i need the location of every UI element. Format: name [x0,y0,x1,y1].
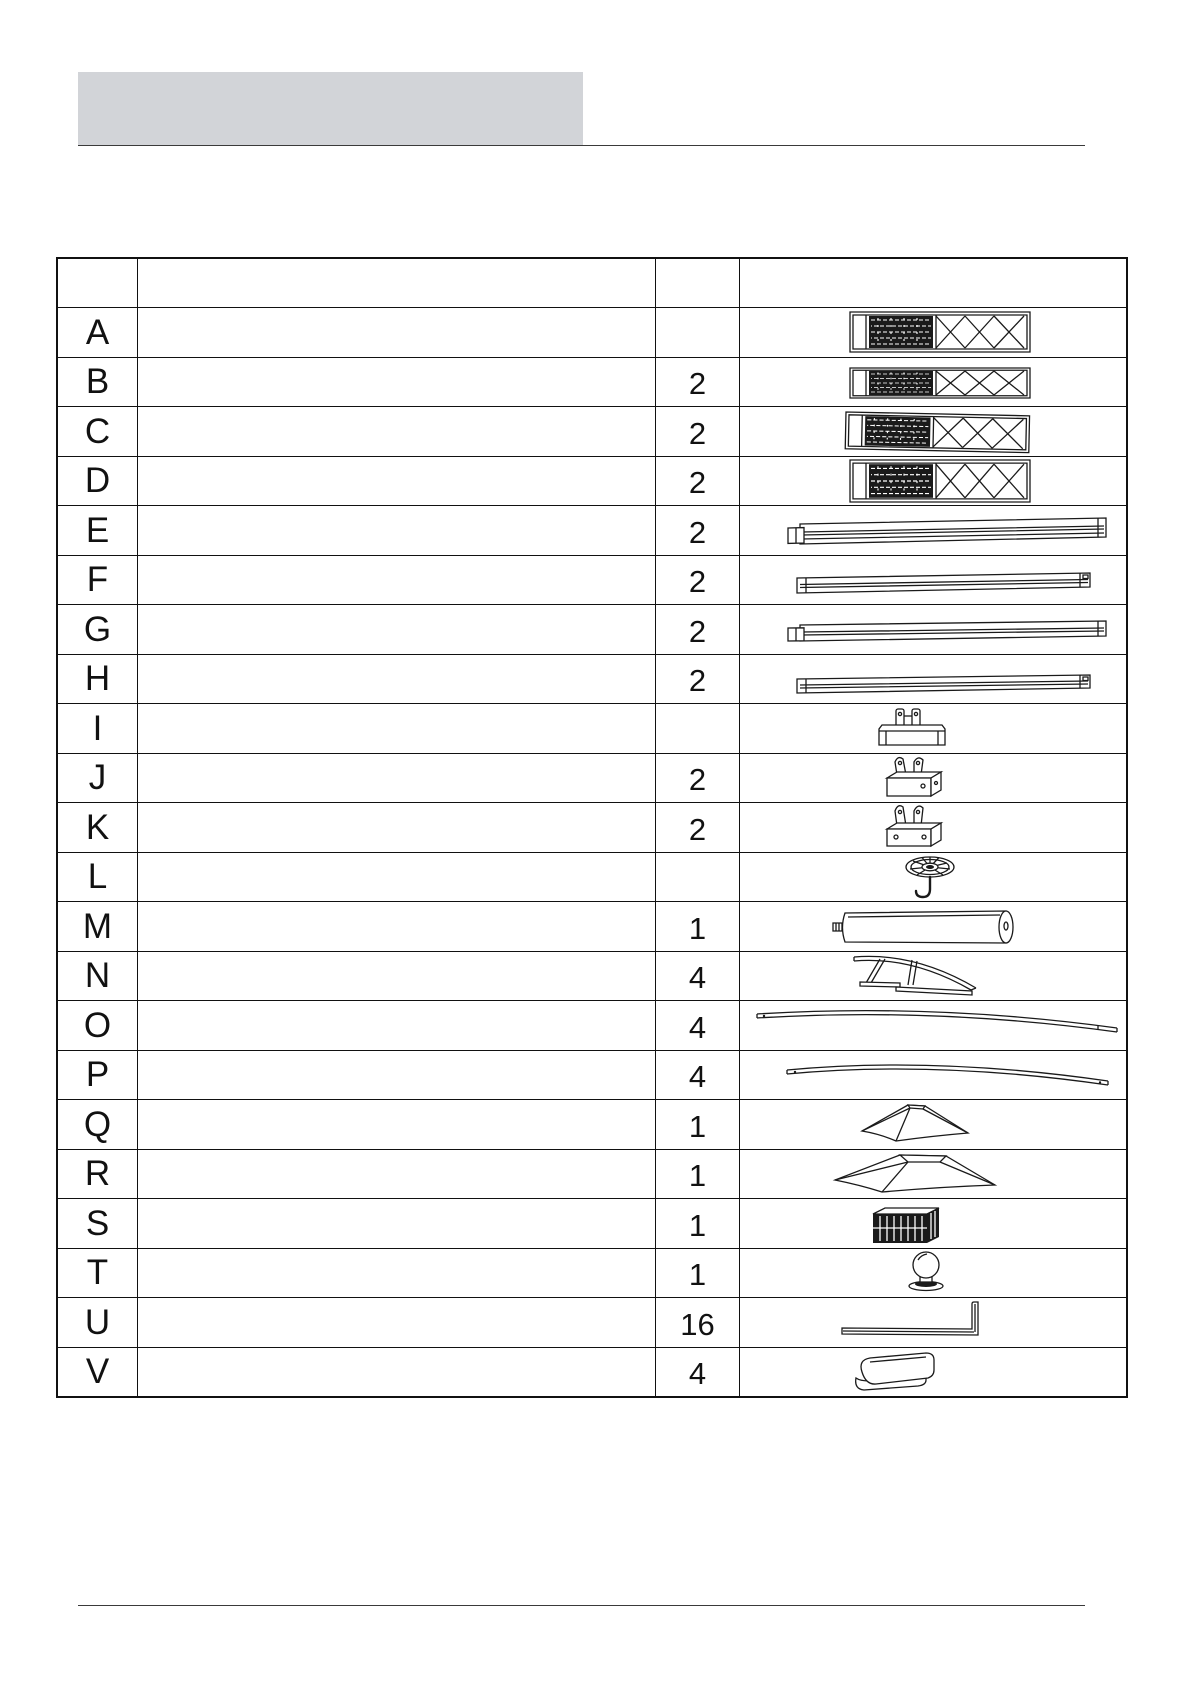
part-letter: P [58,1051,138,1100]
description-cell [138,754,656,803]
part-letter: L [58,853,138,902]
part-quantity: 2 [656,605,740,654]
rail-icon [740,506,1126,554]
header-band [78,72,583,145]
part-image-cell [740,605,1126,654]
part-image-cell [740,1348,1126,1397]
part-image-cell [740,853,1126,902]
curved-rod-icon [740,1051,1126,1099]
part-letter: O [58,1001,138,1050]
part-letter: U [58,1298,138,1347]
canopy-icon [740,1150,1126,1198]
part-letter: R [58,1150,138,1199]
part-quantity: 2 [656,407,740,456]
description-cell [138,1051,656,1100]
part-quantity: 1 [656,1100,740,1149]
description-cell [138,358,656,407]
part-image-cell [740,655,1126,704]
part-letter: T [58,1249,138,1298]
part-letter: S [58,1199,138,1248]
part-image-cell [740,1298,1126,1347]
table-row [58,1099,1126,1149]
part-quantity [656,853,740,902]
table-row [58,357,1126,407]
description-cell [138,1199,656,1248]
part-image-cell [740,952,1126,1001]
description-cell [138,952,656,1001]
lattice-panel-icon [740,358,1126,406]
description-cell [138,308,656,357]
lattice-panel-icon [740,308,1126,356]
description-cell [138,902,656,951]
description-cell [138,1348,656,1397]
part-image-cell [740,1150,1126,1199]
rail-icon [740,605,1126,653]
globe-icon [740,1249,1126,1297]
description-cell [138,457,656,506]
bracket-icon [740,754,1126,802]
basket-icon [740,1199,1126,1247]
lattice-panel-icon [740,407,1126,455]
description-cell [138,1249,656,1298]
rail-icon [740,556,1126,604]
table-row [58,604,1126,654]
part-quantity: 2 [656,506,740,555]
header-cell-quantity [656,259,740,307]
clip-icon [740,1348,1126,1396]
table-row [58,406,1126,456]
table-row [58,1198,1126,1248]
hub-hook-icon [740,853,1126,901]
hex-key-icon [740,1298,1126,1346]
part-quantity: 4 [656,952,740,1001]
table-row [58,951,1126,1001]
part-image-cell [740,1051,1126,1100]
table-row [58,802,1126,852]
header-cell-description [138,259,656,307]
part-quantity: 16 [656,1298,740,1347]
part-image-cell [740,1001,1126,1050]
description-cell [138,506,656,555]
description-cell [138,1150,656,1199]
part-image-cell [740,358,1126,407]
part-quantity: 4 [656,1051,740,1100]
table-row [58,1248,1126,1298]
part-letter: G [58,605,138,654]
part-letter: V [58,1348,138,1397]
part-image-cell [740,1249,1126,1298]
part-quantity: 4 [656,1348,740,1397]
table-row [58,505,1126,555]
part-letter: A [58,308,138,357]
curved-rod-icon [740,1001,1126,1049]
part-quantity: 2 [656,358,740,407]
part-quantity [656,308,740,357]
table-row [58,1149,1126,1199]
table-row [58,456,1126,506]
bracket-icon [740,803,1126,851]
part-image-cell [740,407,1126,456]
parts-table [56,257,1128,1398]
description-cell [138,655,656,704]
part-letter: I [58,704,138,753]
part-image-cell [740,506,1126,555]
part-quantity: 1 [656,1249,740,1298]
description-cell [138,803,656,852]
part-image-cell [740,1100,1126,1149]
part-letter: H [58,655,138,704]
header-cell-part [58,259,138,307]
footer-rule [78,1605,1085,1606]
description-cell [138,407,656,456]
lattice-panel-icon [740,457,1126,505]
part-image-cell [740,1199,1126,1248]
description-cell [138,853,656,902]
part-image-cell [740,704,1126,753]
description-cell [138,556,656,605]
header-rule [78,145,1085,146]
part-image-cell [740,902,1126,951]
rail-icon [740,655,1126,703]
part-letter: E [58,506,138,555]
table-row [58,1347,1126,1397]
header-cell-image [740,259,1126,307]
part-quantity: 1 [656,1199,740,1248]
description-cell [138,1100,656,1149]
curved-bracket-icon [740,952,1126,1000]
part-quantity: 1 [656,902,740,951]
part-letter: C [58,407,138,456]
description-cell [138,1298,656,1347]
table-header-row [58,259,1126,307]
part-letter: M [58,902,138,951]
part-quantity: 2 [656,655,740,704]
part-letter: D [58,457,138,506]
table-row [58,307,1126,357]
description-cell [138,1001,656,1050]
table-row [58,852,1126,902]
table-row [58,753,1126,803]
part-letter: J [58,754,138,803]
description-cell [138,605,656,654]
part-image-cell [740,754,1126,803]
table-row [58,555,1126,605]
pole-icon [740,902,1126,950]
part-quantity: 1 [656,1150,740,1199]
description-cell [138,704,656,753]
part-quantity [656,704,740,753]
part-quantity: 2 [656,754,740,803]
part-letter: N [58,952,138,1001]
part-letter: F [58,556,138,605]
table-row [58,901,1126,951]
part-image-cell [740,556,1126,605]
part-image-cell [740,803,1126,852]
part-quantity: 4 [656,1001,740,1050]
table-row [58,654,1126,704]
part-quantity: 2 [656,556,740,605]
table-row [58,1297,1126,1347]
part-image-cell [740,457,1126,506]
table-row [58,1000,1126,1050]
table-row [58,1050,1126,1100]
part-quantity: 2 [656,803,740,852]
part-image-cell [740,308,1126,357]
canopy-top-icon [740,1100,1126,1148]
bracket-icon [740,704,1126,752]
part-letter: B [58,358,138,407]
part-quantity: 2 [656,457,740,506]
part-letter: Q [58,1100,138,1149]
part-letter: K [58,803,138,852]
table-row [58,703,1126,753]
